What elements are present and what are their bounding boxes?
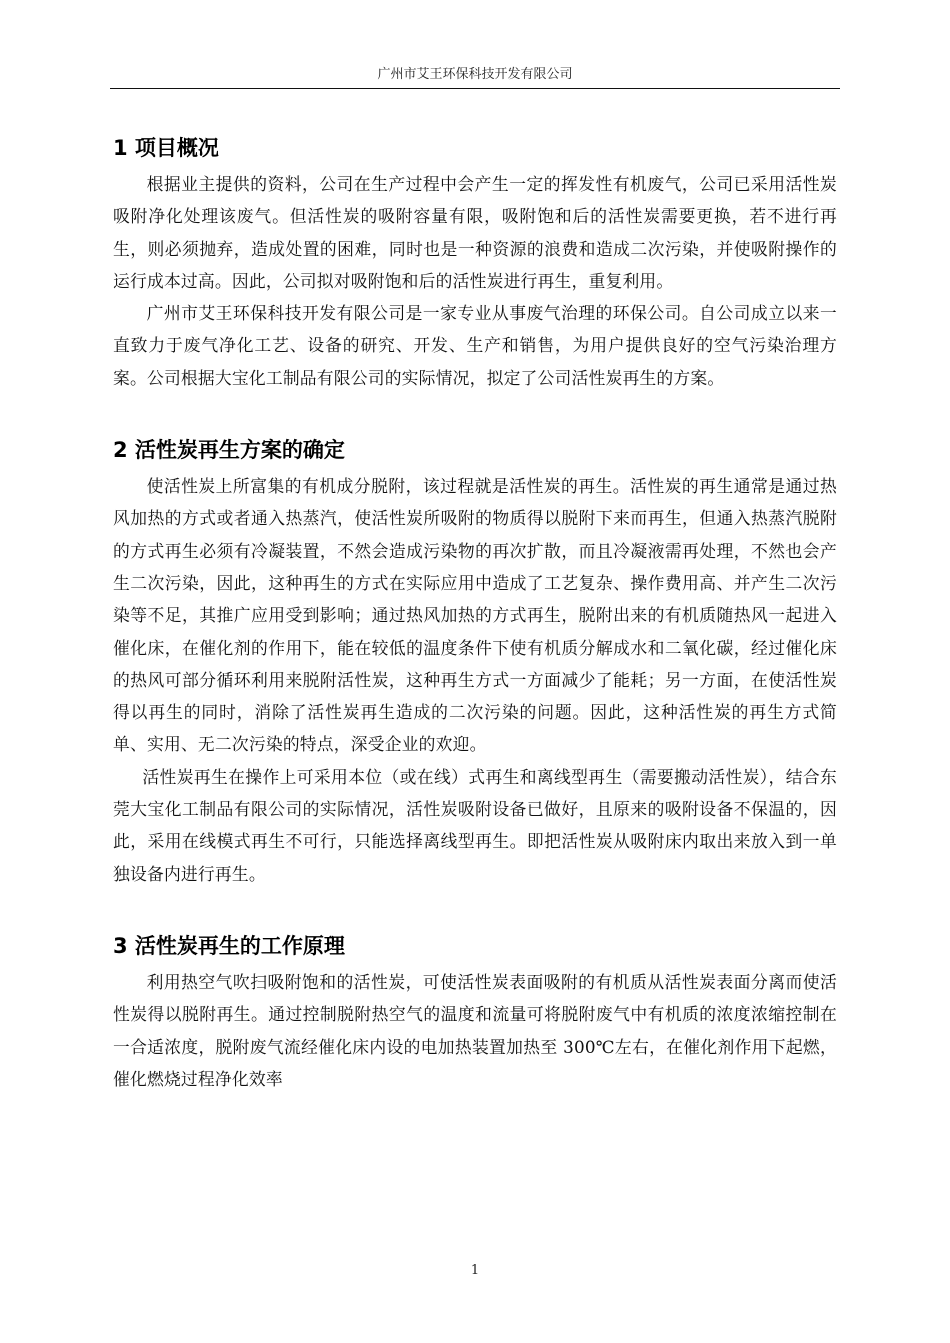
section-heading: 3 活性炭再生的工作原理 [113, 933, 345, 958]
section-project-overview [113, 128, 837, 394]
header-divider [110, 88, 840, 89]
page-header-company: 广州市艾王环保科技开发有限公司 [377, 67, 573, 82]
page-number: 1 [470, 1263, 480, 1278]
paragraph: 使活性炭上所富集的有机成分脱附，该过程就是活性炭的再生。活性炭的再生通常是通过热风加热的方式或者通入热蒸汽，使活性炭所吸附的物质得以脱附下来而再生，但通入热蒸汽脱附的方式再生必须有冷凝装置，不然会造成污染物的再次扩散，而且冷凝液需再处理，不然也会产生二次污染，因此，这种再生的方式在实际应用中造成了工艺复杂、操作费用高、并产生二次污染等不足，其推广应用受到影响；通过热风加热的方式再生，脱附出来的有机质随热风一起进入催化床，在催化剂的作用下，能在较低的温度条件下使有机质分解成水和二氧化碳，经过催化床的热风可部分循环利用来脱附活性炭，这种再生方式一方面减少了能耗；另一方面，在使活性炭得以再生的同时，消除了活性炭再生造成的二次污染的问题。因此，这种活性炭的再生方式简单、实用、无二次污染的特点，深受企业的欢迎。 [113, 476, 837, 755]
paragraph: 利用热空气吹扫吸附饱和的活性炭，可使活性炭表面吸附的有机质从活性炭表面分离而使活性炭得以脱附再生。通过控制脱附热空气的温度和流量可将脱附废气中有机质的浓度浓缩控制在一合适浓度，脱附废气流经催化床内设的电加热装置加热至 300℃左右，在催化剂作用下起燃，催化燃烧过程净化效率 [113, 971, 837, 1089]
section-regeneration-plan [113, 430, 837, 890]
document-body [113, 128, 837, 1095]
paragraph: 活性炭再生在操作上可采用本位（或在线）式再生和离线型再生（需要搬动活性炭），结合东莞大宝化工制品有限公司的实际情况，活性炭吸附设备已做好，且原来的吸附设备不保温的，因此，采用在线模式再生不可行，只能选择离线型再生。即把活性炭从吸附床内取出来放入到一单独设备内进行再生。 [113, 766, 837, 884]
section-spacer [113, 890, 837, 926]
section-heading: 2 活性炭再生方案的确定 [113, 438, 345, 463]
section-heading: 1 项目概况 [113, 136, 219, 160]
section-working-principle [113, 926, 837, 1095]
paragraph: 根据业主提供的资料，公司在生产过程中会产生一定的挥发性有机废气，公司已采用活性炭吸附净化处理该废气。但活性炭的吸附容量有限，吸附饱和后的活性炭需要更换，若不进行再生，则必须抛弃，造成处置的困难，同时也是一种资源的浪费和造成二次污染，并使吸附操作的运行成本过高。因此，公司拟对吸附饱和后的活性炭进行再生，重复利用。 [113, 174, 837, 291]
section-spacer [113, 394, 837, 430]
paragraph: 广州市艾王环保科技开发有限公司是一家专业从事废气治理的环保公司。自公司成立以来一直致力于废气净化工艺、设备的研究、开发、生产和销售，为用户提供良好的空气污染治理方案。公司根据大宝化工制品有限公司的实际情况，拟定了公司活性炭再生的方案。 [113, 303, 837, 388]
